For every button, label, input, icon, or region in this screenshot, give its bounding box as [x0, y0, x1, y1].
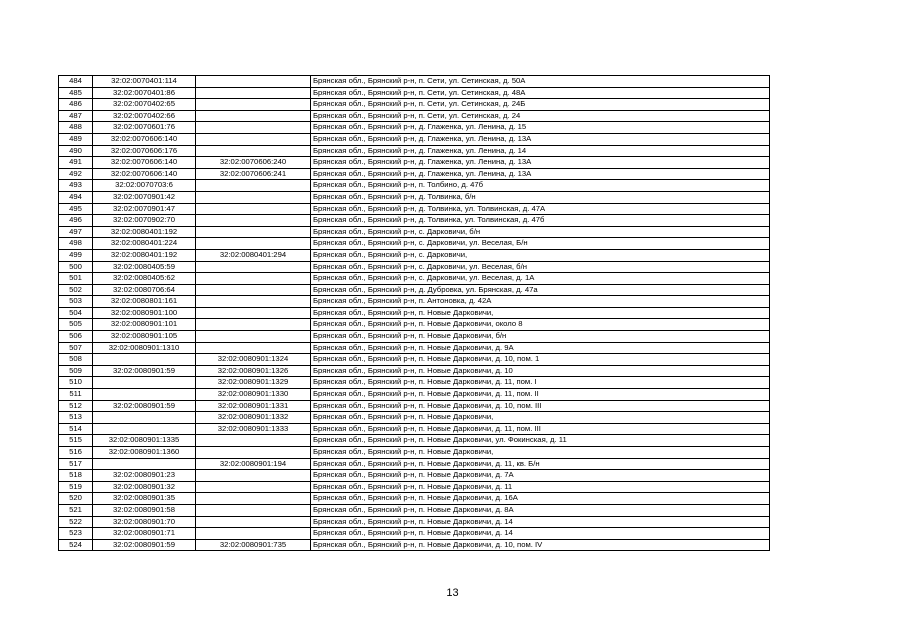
address-cell: Брянская обл., Брянский р-н, п. Новые Дарковичи, [311, 447, 770, 459]
address-cell: Брянская обл., Брянский р-н, п. Новые Дарковичи, д. 11, пом. III [311, 423, 770, 435]
related-cadastral-number-cell [196, 481, 311, 493]
address-cell: Брянская обл., Брянский р-н, п. Сети, ул. Сетинская, д. 48А [311, 87, 770, 99]
related-cadastral-number-cell [196, 307, 311, 319]
related-cadastral-number-cell [196, 470, 311, 482]
table-row [59, 87, 770, 99]
table-row [59, 504, 770, 516]
address-cell: Брянская обл., Брянский р-н, п. Новые Дарковичи, д. 11, пом. II [311, 389, 770, 401]
address-cell: Брянская обл., Брянский р-н, п. Сети, ул. Сетинская, д. 24Б [311, 99, 770, 111]
address-cell: Брянская обл., Брянский р-н, с. Дарковичи, ул. Веселая, Б/н [311, 238, 770, 250]
address-cell: Брянская обл., Брянский р-н, п. Новые Дарковичи, д. 11 [311, 481, 770, 493]
table-row [59, 249, 770, 261]
related-cadastral-number-cell: 32:02:0080901:1326 [196, 365, 311, 377]
address-cell: Брянская обл., Брянский р-н, п. Новые Дарковичи, ул. Фокинская, д. 11 [311, 435, 770, 447]
related-cadastral-number-cell [196, 296, 311, 308]
cadastral-number-cell: 32:02:0070901:42 [93, 191, 196, 203]
cadastral-number-cell: 32:02:0070606:140 [93, 133, 196, 145]
related-cadastral-number-cell: 32:02:0080901:1333 [196, 423, 311, 435]
table-row [59, 389, 770, 401]
address-cell: Брянская обл., Брянский р-н, д. Глаженка, ул. Ленина, д. 15 [311, 122, 770, 134]
address-cell: Брянская обл., Брянский р-н, д. Глаженка, ул. Ленина, д. 13А [311, 133, 770, 145]
cadastral-number-cell: 32:02:0080401:192 [93, 249, 196, 261]
related-cadastral-number-cell [196, 319, 311, 331]
related-cadastral-number-cell: 32:02:0080901:735 [196, 539, 311, 551]
address-cell: Брянская обл., Брянский р-н, с. Дарковичи, ул. Веселая, д. 1А [311, 273, 770, 285]
related-cadastral-number-cell: 32:02:0080401:294 [196, 249, 311, 261]
row-number-cell: 507 [59, 342, 93, 354]
cadastral-number-cell: 32:02:0080901:101 [93, 319, 196, 331]
address-cell: Брянская обл., Брянский р-н, п. Новые Дарковичи, д. 14 [311, 516, 770, 528]
table-row [59, 354, 770, 366]
address-cell: Брянская обл., Брянский р-н, п. Новые Дарковичи, д. 10, пом. III [311, 400, 770, 412]
related-cadastral-number-cell [196, 226, 311, 238]
table-row [59, 203, 770, 215]
cadastral-number-cell [93, 458, 196, 470]
row-number-cell: 522 [59, 516, 93, 528]
address-cell: Брянская обл., Брянский р-н, п. Новые Дарковичи, д. 8А [311, 504, 770, 516]
related-cadastral-number-cell: 32:02:0080901:194 [196, 458, 311, 470]
related-cadastral-number-cell [196, 87, 311, 99]
table-row [59, 180, 770, 192]
cadastral-number-cell: 32:02:0080801:161 [93, 296, 196, 308]
address-cell: Брянская обл., Брянский р-н, п. Новые Дарковичи, д. 16А [311, 493, 770, 505]
related-cadastral-number-cell [196, 99, 311, 111]
table-row [59, 412, 770, 424]
table-row [59, 493, 770, 505]
row-number-cell: 493 [59, 180, 93, 192]
cadastral-number-cell: 32:02:0080901:100 [93, 307, 196, 319]
related-cadastral-number-cell [196, 180, 311, 192]
related-cadastral-number-cell: 32:02:0080901:1332 [196, 412, 311, 424]
row-number-cell: 509 [59, 365, 93, 377]
table-row [59, 307, 770, 319]
related-cadastral-number-cell [196, 203, 311, 215]
table-row [59, 365, 770, 377]
table-row [59, 145, 770, 157]
address-cell: Брянская обл., Брянский р-н, п. Новые Дарковичи, около 8 [311, 319, 770, 331]
row-number-cell: 485 [59, 87, 93, 99]
cadastral-number-cell: 32:02:0070902:70 [93, 215, 196, 227]
row-number-cell: 516 [59, 447, 93, 459]
address-cell: Брянская обл., Брянский р-н, д. Глаженка, ул. Ленина, д. 13А [311, 157, 770, 169]
address-cell: Брянская обл., Брянский р-н, п. Новые Дарковичи, д. 10, пом. IV [311, 539, 770, 551]
table-row [59, 238, 770, 250]
cadastral-number-cell: 32:02:0080901:23 [93, 470, 196, 482]
table-row [59, 215, 770, 227]
related-cadastral-number-cell [196, 435, 311, 447]
cadastral-number-cell: 32:02:0080401:224 [93, 238, 196, 250]
address-cell: Брянская обл., Брянский р-н, с. Дарковичи, ул. Веселая, б/н [311, 261, 770, 273]
cadastral-number-cell [93, 354, 196, 366]
row-number-cell: 510 [59, 377, 93, 389]
cadastral-number-cell: 32:02:0080901:105 [93, 331, 196, 343]
row-number-cell: 505 [59, 319, 93, 331]
row-number-cell: 514 [59, 423, 93, 435]
table-row [59, 133, 770, 145]
table-row [59, 296, 770, 308]
row-number-cell: 490 [59, 145, 93, 157]
cadastral-table [58, 75, 770, 551]
table-row [59, 273, 770, 285]
table-row [59, 319, 770, 331]
cadastral-number-cell: 32:02:0080901:1335 [93, 435, 196, 447]
table-row [59, 99, 770, 111]
cadastral-number-cell: 32:02:0070601:76 [93, 122, 196, 134]
table-row [59, 447, 770, 459]
cadastral-number-cell: 32:02:0070703:6 [93, 180, 196, 192]
address-cell: Брянская обл., Брянский р-н, п. Новые Дарковичи, д. 10 [311, 365, 770, 377]
row-number-cell: 506 [59, 331, 93, 343]
row-number-cell: 520 [59, 493, 93, 505]
address-cell: Брянская обл., Брянский р-н, п. Новые Дарковичи, д. 10, пом. 1 [311, 354, 770, 366]
address-cell: Брянская обл., Брянский р-н, д. Толвинка, б/н [311, 191, 770, 203]
related-cadastral-number-cell [196, 110, 311, 122]
table-row [59, 516, 770, 528]
row-number-cell: 488 [59, 122, 93, 134]
table-row [59, 377, 770, 389]
related-cadastral-number-cell [196, 133, 311, 145]
row-number-cell: 508 [59, 354, 93, 366]
table-row [59, 76, 770, 88]
related-cadastral-number-cell [196, 76, 311, 88]
related-cadastral-number-cell [196, 273, 311, 285]
related-cadastral-number-cell [196, 516, 311, 528]
cadastral-number-cell [93, 412, 196, 424]
cadastral-number-cell: 32:02:0070606:176 [93, 145, 196, 157]
cadastral-number-cell: 32:02:0080901:1360 [93, 447, 196, 459]
address-cell: Брянская обл., Брянский р-н, п. Новые Дарковичи, д. 11, кв. Б/н [311, 458, 770, 470]
related-cadastral-number-cell: 32:02:0080901:1331 [196, 400, 311, 412]
row-number-cell: 503 [59, 296, 93, 308]
row-number-cell: 521 [59, 504, 93, 516]
related-cadastral-number-cell [196, 122, 311, 134]
table-row [59, 157, 770, 169]
table-row [59, 528, 770, 540]
row-number-cell: 487 [59, 110, 93, 122]
table-body [59, 76, 770, 551]
cadastral-number-cell: 32:02:0080901:1310 [93, 342, 196, 354]
row-number-cell: 502 [59, 284, 93, 296]
cadastral-number-cell [93, 389, 196, 401]
row-number-cell: 515 [59, 435, 93, 447]
table-row [59, 481, 770, 493]
address-cell: Брянская обл., Брянский р-н, п. Новые Дарковичи, д. 11, пом. I [311, 377, 770, 389]
cadastral-number-cell: 32:02:0080901:59 [93, 400, 196, 412]
address-cell: Брянская обл., Брянский р-н, п. Антоновка, д. 42А [311, 296, 770, 308]
cadastral-number-cell: 32:02:0080901:58 [93, 504, 196, 516]
cadastral-number-cell: 32:02:0080901:32 [93, 481, 196, 493]
cadastral-number-cell: 32:02:0080401:192 [93, 226, 196, 238]
related-cadastral-number-cell [196, 145, 311, 157]
row-number-cell: 497 [59, 226, 93, 238]
cadastral-number-cell: 32:02:0080405:59 [93, 261, 196, 273]
row-number-cell: 518 [59, 470, 93, 482]
address-cell: Брянская обл., Брянский р-н, п. Сети, ул. Сетинская, д. 50А [311, 76, 770, 88]
related-cadastral-number-cell: 32:02:0080901:1324 [196, 354, 311, 366]
row-number-cell: 492 [59, 168, 93, 180]
page-number: 13 [446, 587, 459, 599]
cadastral-number-cell: 32:02:0070606:140 [93, 168, 196, 180]
row-number-cell: 511 [59, 389, 93, 401]
address-cell: Брянская обл., Брянский р-н, п. Новые Дарковичи, д. 14 [311, 528, 770, 540]
address-cell: Брянская обл., Брянский р-н, д. Дубровка, ул. Брянская, д. 47а [311, 284, 770, 296]
row-number-cell: 491 [59, 157, 93, 169]
table-row [59, 400, 770, 412]
cadastral-number-cell: 32:02:0080901:71 [93, 528, 196, 540]
table-row [59, 423, 770, 435]
related-cadastral-number-cell: 32:02:0070606:240 [196, 157, 311, 169]
address-cell: Брянская обл., Брянский р-н, д. Глаженка, ул. Ленина, д. 14 [311, 145, 770, 157]
row-number-cell: 499 [59, 249, 93, 261]
address-cell: Брянская обл., Брянский р-н, д. Толвинка, ул. Толвинская, д. 47А [311, 203, 770, 215]
row-number-cell: 513 [59, 412, 93, 424]
address-cell: Брянская обл., Брянский р-н, п. Новые Дарковичи, б/н [311, 331, 770, 343]
cadastral-number-cell: 32:02:0070402:65 [93, 99, 196, 111]
address-cell: Брянская обл., Брянский р-н, п. Толбино, д. 47б [311, 180, 770, 192]
table-row [59, 226, 770, 238]
cadastral-number-cell [93, 423, 196, 435]
address-cell: Брянская обл., Брянский р-н, д. Толвинка, ул. Толвинская, д. 47б [311, 215, 770, 227]
table-row [59, 331, 770, 343]
cadastral-number-cell: 32:02:0070901:47 [93, 203, 196, 215]
table-row [59, 191, 770, 203]
related-cadastral-number-cell [196, 342, 311, 354]
row-number-cell: 495 [59, 203, 93, 215]
cadastral-number-cell: 32:02:0070606:140 [93, 157, 196, 169]
cadastral-number-cell: 32:02:0070401:114 [93, 76, 196, 88]
address-cell: Брянская обл., Брянский р-н, с. Дарковичи, [311, 249, 770, 261]
table-row [59, 539, 770, 551]
table-row [59, 470, 770, 482]
related-cadastral-number-cell [196, 331, 311, 343]
row-number-cell: 496 [59, 215, 93, 227]
table-row [59, 261, 770, 273]
address-cell: Брянская обл., Брянский р-н, п. Сети, ул. Сетинская, д. 24 [311, 110, 770, 122]
row-number-cell: 523 [59, 528, 93, 540]
cadastral-number-cell: 32:02:0080706:64 [93, 284, 196, 296]
related-cadastral-number-cell [196, 528, 311, 540]
row-number-cell: 512 [59, 400, 93, 412]
cadastral-number-cell: 32:02:0080901:70 [93, 516, 196, 528]
related-cadastral-number-cell: 32:02:0080901:1330 [196, 389, 311, 401]
row-number-cell: 489 [59, 133, 93, 145]
cadastral-number-cell: 32:02:0080901:59 [93, 539, 196, 551]
address-cell: Брянская обл., Брянский р-н, п. Новые Дарковичи, д. 7А [311, 470, 770, 482]
row-number-cell: 494 [59, 191, 93, 203]
related-cadastral-number-cell [196, 284, 311, 296]
cadastral-number-cell: 32:02:0080901:59 [93, 365, 196, 377]
related-cadastral-number-cell [196, 447, 311, 459]
cadastral-number-cell: 32:02:0070401:86 [93, 87, 196, 99]
row-number-cell: 517 [59, 458, 93, 470]
address-cell: Брянская обл., Брянский р-н, с. Дарковичи, б/н [311, 226, 770, 238]
table-row [59, 284, 770, 296]
row-number-cell: 524 [59, 539, 93, 551]
table-row [59, 342, 770, 354]
row-number-cell: 504 [59, 307, 93, 319]
cadastral-number-cell: 32:02:0070402:66 [93, 110, 196, 122]
row-number-cell: 500 [59, 261, 93, 273]
row-number-cell: 498 [59, 238, 93, 250]
table-row [59, 168, 770, 180]
row-number-cell: 501 [59, 273, 93, 285]
address-cell: Брянская обл., Брянский р-н, п. Новые Дарковичи, [311, 307, 770, 319]
related-cadastral-number-cell [196, 504, 311, 516]
address-cell: Брянская обл., Брянский р-н, п. Новые Дарковичи, [311, 412, 770, 424]
table-row [59, 122, 770, 134]
related-cadastral-number-cell: 32:02:0070606:241 [196, 168, 311, 180]
row-number-cell: 486 [59, 99, 93, 111]
address-cell: Брянская обл., Брянский р-н, п. Новые Дарковичи, д. 9А [311, 342, 770, 354]
row-number-cell: 484 [59, 76, 93, 88]
cadastral-number-cell: 32:02:0080901:35 [93, 493, 196, 505]
row-number-cell: 519 [59, 481, 93, 493]
table-row [59, 458, 770, 470]
related-cadastral-number-cell [196, 215, 311, 227]
related-cadastral-number-cell: 32:02:0080901:1329 [196, 377, 311, 389]
related-cadastral-number-cell [196, 238, 311, 250]
related-cadastral-number-cell [196, 191, 311, 203]
table-row [59, 110, 770, 122]
cadastral-number-cell: 32:02:0080405:62 [93, 273, 196, 285]
address-cell: Брянская обл., Брянский р-н, д. Глаженка, ул. Ленина, д. 13А [311, 168, 770, 180]
cadastral-number-cell [93, 377, 196, 389]
table-row [59, 435, 770, 447]
related-cadastral-number-cell [196, 493, 311, 505]
related-cadastral-number-cell [196, 261, 311, 273]
